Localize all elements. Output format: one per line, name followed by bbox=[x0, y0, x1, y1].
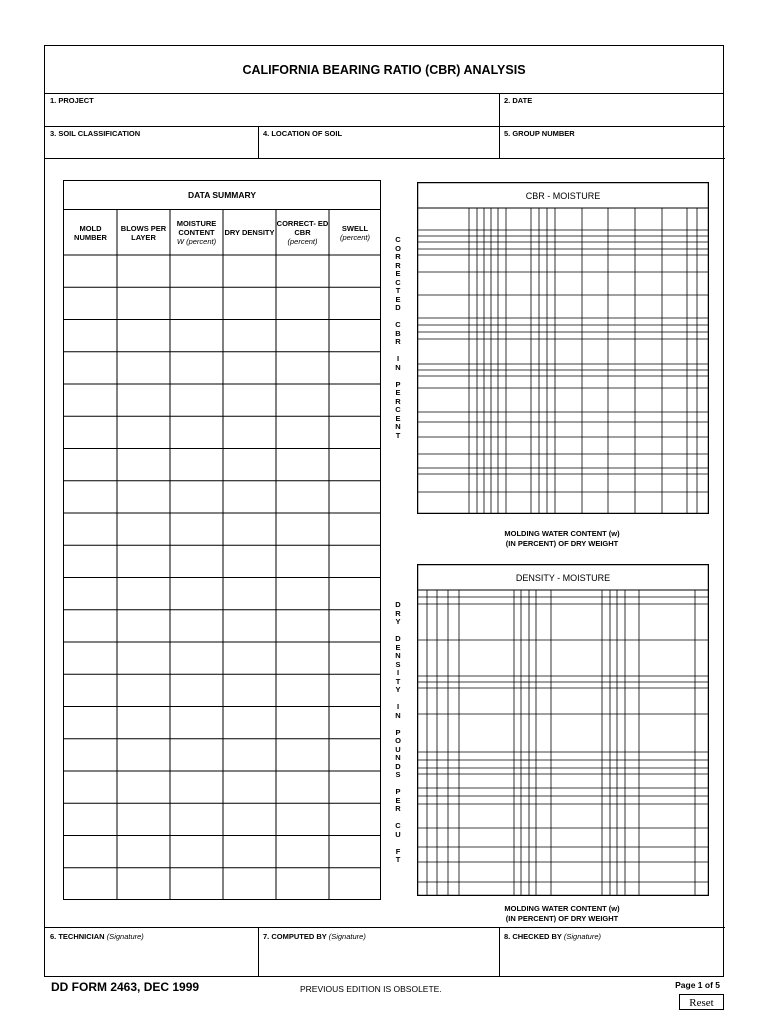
col-header-moisture-content: MOISTURE CONTENT W (percent) bbox=[176, 219, 217, 246]
project-label: 1. PROJECT bbox=[50, 96, 94, 105]
table-cell[interactable] bbox=[276, 836, 329, 868]
col-header-swell: SWELL (percent) bbox=[339, 223, 370, 242]
table-cell[interactable] bbox=[329, 610, 380, 642]
table-cell[interactable] bbox=[329, 287, 380, 319]
table-cell[interactable] bbox=[223, 803, 276, 835]
table-cell[interactable] bbox=[170, 513, 223, 545]
table-cell[interactable] bbox=[117, 384, 170, 416]
table-cell[interactable] bbox=[170, 610, 223, 642]
table-cell[interactable] bbox=[117, 481, 170, 513]
table-cell[interactable] bbox=[329, 481, 380, 513]
table-cell[interactable] bbox=[276, 642, 329, 674]
table-cell[interactable] bbox=[64, 287, 117, 319]
table-cell[interactable] bbox=[170, 578, 223, 610]
reset-button[interactable]: Reset bbox=[679, 994, 724, 1010]
table-cell[interactable] bbox=[329, 352, 380, 384]
table-cell[interactable] bbox=[170, 836, 223, 868]
cbr-moisture-chart[interactable] bbox=[417, 182, 709, 514]
table-cell[interactable] bbox=[276, 481, 329, 513]
table-cell[interactable] bbox=[223, 674, 276, 706]
data-summary-title: DATA SUMMARY bbox=[64, 181, 380, 210]
technician-signature-field[interactable] bbox=[45, 927, 258, 977]
table-cell[interactable] bbox=[170, 416, 223, 448]
table-cell[interactable] bbox=[117, 578, 170, 610]
checked-by-signature-field[interactable] bbox=[499, 927, 725, 977]
table-cell[interactable] bbox=[117, 352, 170, 384]
computed-by-signature-field[interactable] bbox=[258, 927, 499, 977]
cbr-chart-title: CBR - MOISTURE bbox=[525, 191, 601, 201]
table-cell[interactable] bbox=[64, 707, 117, 739]
table-cell[interactable] bbox=[276, 287, 329, 319]
page-indicator: Page 1 of 5 bbox=[675, 980, 720, 990]
table-cell[interactable] bbox=[276, 674, 329, 706]
table-cell[interactable] bbox=[170, 642, 223, 674]
table-cell[interactable] bbox=[329, 384, 380, 416]
table-cell[interactable] bbox=[223, 739, 276, 771]
table-cell[interactable] bbox=[117, 674, 170, 706]
table-cell[interactable] bbox=[276, 707, 329, 739]
table-cell[interactable] bbox=[170, 384, 223, 416]
table-cell[interactable] bbox=[170, 352, 223, 384]
table-cell[interactable] bbox=[64, 320, 117, 352]
col-header-corrected-cbr: CORRECT- ED CBR (percent) bbox=[276, 219, 329, 246]
table-cell[interactable] bbox=[64, 545, 117, 577]
table-cell[interactable] bbox=[170, 255, 223, 287]
table-cell[interactable] bbox=[223, 320, 276, 352]
table-cell[interactable] bbox=[329, 803, 380, 835]
form-title: CALIFORNIA BEARING RATIO (CBR) ANALYSIS bbox=[45, 46, 723, 94]
technician-label: 6. TECHNICIAN (Signature) bbox=[50, 932, 144, 941]
table-cell[interactable] bbox=[170, 545, 223, 577]
table-cell[interactable] bbox=[170, 868, 223, 900]
table-cell[interactable] bbox=[276, 739, 329, 771]
table-cell[interactable] bbox=[117, 771, 170, 803]
table-cell[interactable] bbox=[223, 707, 276, 739]
table-cell[interactable] bbox=[117, 449, 170, 481]
table-cell[interactable] bbox=[117, 868, 170, 900]
table-cell[interactable] bbox=[223, 449, 276, 481]
table-cell[interactable] bbox=[223, 578, 276, 610]
col-header-dry-density: DRY DENSITY bbox=[224, 228, 275, 237]
table-cell[interactable] bbox=[170, 674, 223, 706]
table-cell[interactable] bbox=[329, 836, 380, 868]
table-cell[interactable] bbox=[223, 771, 276, 803]
date-label: 2. DATE bbox=[504, 96, 533, 105]
table-cell[interactable] bbox=[223, 384, 276, 416]
table-cell[interactable] bbox=[223, 836, 276, 868]
checked-by-label: 8. CHECKED BY (Signature) bbox=[504, 932, 601, 941]
table-cell[interactable] bbox=[329, 255, 380, 287]
table-cell[interactable] bbox=[223, 513, 276, 545]
table-cell[interactable] bbox=[117, 513, 170, 545]
table-cell[interactable] bbox=[64, 513, 117, 545]
table-cell[interactable] bbox=[276, 610, 329, 642]
cbr-xlabel-line2: (IN PERCENT) OF DRY WEIGHT bbox=[505, 539, 619, 548]
chart-border bbox=[418, 183, 709, 514]
table-cell[interactable] bbox=[64, 642, 117, 674]
table-cell[interactable] bbox=[117, 610, 170, 642]
table-cell[interactable] bbox=[329, 416, 380, 448]
table-cell[interactable] bbox=[276, 320, 329, 352]
table-cell[interactable] bbox=[64, 868, 117, 900]
table-cell[interactable] bbox=[64, 578, 117, 610]
table-cell[interactable] bbox=[117, 739, 170, 771]
table-cell[interactable] bbox=[276, 416, 329, 448]
table-cell[interactable] bbox=[64, 836, 117, 868]
table-cell[interactable] bbox=[223, 352, 276, 384]
table-cell[interactable] bbox=[276, 545, 329, 577]
chart-border bbox=[418, 565, 709, 896]
cbr-xlabel bbox=[477, 529, 647, 549]
table-cell[interactable] bbox=[170, 481, 223, 513]
form-number: DD FORM 2463, DEC 1999 bbox=[51, 980, 200, 994]
group-number-field[interactable] bbox=[499, 126, 725, 158]
table-cell[interactable] bbox=[223, 481, 276, 513]
table-cell[interactable] bbox=[223, 545, 276, 577]
density-xlabel bbox=[477, 904, 647, 924]
table-cell[interactable] bbox=[117, 545, 170, 577]
form-frame bbox=[44, 45, 724, 977]
group-number-label: 5. GROUP NUMBER bbox=[504, 129, 575, 138]
table-cell[interactable] bbox=[329, 320, 380, 352]
table-cell[interactable] bbox=[64, 352, 117, 384]
table-cell[interactable] bbox=[64, 610, 117, 642]
table-cell[interactable] bbox=[223, 868, 276, 900]
divider bbox=[45, 158, 725, 159]
table-cell[interactable] bbox=[329, 771, 380, 803]
table-cell[interactable] bbox=[117, 836, 170, 868]
table-cell[interactable] bbox=[64, 384, 117, 416]
density-xlabel-line1: MOLDING WATER CONTENT (w) bbox=[504, 904, 620, 913]
table-cell[interactable] bbox=[170, 320, 223, 352]
table-cell[interactable] bbox=[329, 674, 380, 706]
table-cell[interactable] bbox=[117, 803, 170, 835]
table-cell[interactable] bbox=[276, 803, 329, 835]
table-cell[interactable] bbox=[64, 481, 117, 513]
project-field[interactable] bbox=[45, 94, 499, 126]
table-cell[interactable] bbox=[117, 416, 170, 448]
table-cell[interactable] bbox=[329, 545, 380, 577]
table-cell[interactable] bbox=[276, 449, 329, 481]
col-header-mold-number: MOLD NUMBER bbox=[74, 223, 107, 242]
table-cell[interactable] bbox=[223, 287, 276, 319]
table-cell[interactable] bbox=[276, 771, 329, 803]
col-header-blows-per-layer: BLOWS PER LAYER bbox=[120, 223, 167, 242]
table-cell[interactable] bbox=[329, 449, 380, 481]
density-moisture-chart[interactable] bbox=[417, 564, 709, 896]
data-summary-table bbox=[63, 180, 381, 900]
table-cell[interactable] bbox=[276, 513, 329, 545]
table-cell[interactable] bbox=[329, 513, 380, 545]
table-cell[interactable] bbox=[117, 320, 170, 352]
date-field[interactable] bbox=[499, 94, 725, 126]
cbr-xlabel-line1: MOLDING WATER CONTENT (w) bbox=[504, 529, 620, 538]
table-cell[interactable] bbox=[329, 707, 380, 739]
table-cell[interactable] bbox=[329, 739, 380, 771]
table-cell[interactable] bbox=[276, 578, 329, 610]
table-cell[interactable] bbox=[117, 642, 170, 674]
table-cell[interactable] bbox=[117, 287, 170, 319]
table-cell[interactable] bbox=[170, 771, 223, 803]
computed-by-label: 7. COMPUTED BY (Signature) bbox=[263, 932, 366, 941]
table-cell[interactable] bbox=[276, 255, 329, 287]
table-cell[interactable] bbox=[170, 449, 223, 481]
table-cell[interactable] bbox=[276, 868, 329, 900]
table-cell[interactable] bbox=[223, 255, 276, 287]
location-of-soil-label: 4. LOCATION OF SOIL bbox=[263, 129, 343, 138]
density-chart-title: DENSITY - MOISTURE bbox=[515, 573, 611, 583]
table-cell[interactable] bbox=[64, 416, 117, 448]
table-cell[interactable] bbox=[64, 803, 117, 835]
table-cell[interactable] bbox=[117, 255, 170, 287]
table-cell[interactable] bbox=[64, 255, 117, 287]
table-cell[interactable] bbox=[170, 803, 223, 835]
table-cell[interactable] bbox=[170, 287, 223, 319]
obsolete-notice: PREVIOUS EDITION IS OBSOLETE. bbox=[300, 984, 442, 994]
soil-classification-label: 3. SOIL CLASSIFICATION bbox=[50, 129, 141, 138]
cbr-ylabel: C O R R E C T E D C B R I N P E R C E N T bbox=[395, 235, 401, 440]
table-cell[interactable] bbox=[170, 707, 223, 739]
location-of-soil-field[interactable] bbox=[258, 126, 499, 158]
table-grid bbox=[64, 210, 380, 900]
table-cell[interactable] bbox=[329, 868, 380, 900]
density-ylabel: D R Y D E N S I T Y I N P O U N D S P E R C U F T bbox=[395, 600, 401, 864]
table-cell[interactable] bbox=[64, 771, 117, 803]
table-cell[interactable] bbox=[329, 578, 380, 610]
table-cell[interactable] bbox=[64, 674, 117, 706]
table-cell[interactable] bbox=[223, 416, 276, 448]
table-cell[interactable] bbox=[223, 642, 276, 674]
density-xlabel-line2: (IN PERCENT) OF DRY WEIGHT bbox=[505, 914, 619, 923]
table-cell[interactable] bbox=[276, 384, 329, 416]
table-cell[interactable] bbox=[64, 739, 117, 771]
soil-classification-field[interactable] bbox=[45, 126, 258, 158]
table-cell[interactable] bbox=[276, 352, 329, 384]
table-cell[interactable] bbox=[223, 610, 276, 642]
table-cell[interactable] bbox=[170, 739, 223, 771]
table-cell[interactable] bbox=[117, 707, 170, 739]
table-cell[interactable] bbox=[64, 449, 117, 481]
table-cell[interactable] bbox=[329, 642, 380, 674]
